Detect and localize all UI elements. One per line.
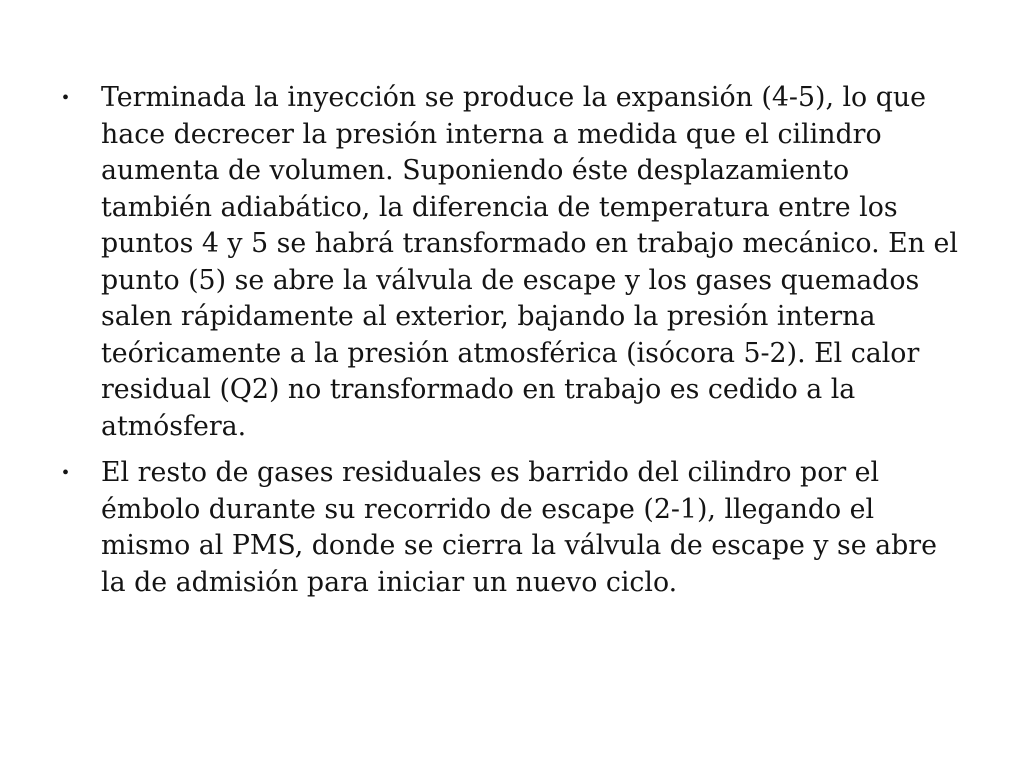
bullet-text-expansion: Terminada la inyección se produce la expansión (4-5), lo que hace decrecer la presión interna a medida que el cilindro aumenta de volumen. Suponiendo éste desplazamiento también adiabático, la diferencia de temperatura entre los puntos 4 y 5 se habrá transformado en trabajo mecánico. En el punto (5) se abre la válvula de escape y los gases quemados salen rápidamente al exterior, bajando la presión interna teóricamente a la presión atmosférica (isócora 5-2). El calor residual (Q2) no transformado en trabajo es cedido a la atmósfera. (101, 82, 958, 442)
bullet-dot-icon: • (62, 462, 70, 484)
bullet-item (62, 455, 967, 601)
bullet-dot-icon: • (62, 87, 70, 109)
bullet-list (62, 80, 967, 611)
bullet-item (62, 80, 967, 445)
bullet-text-exhaust: El resto de gases residuales es barrido del cilindro por el émbolo durante su recorrido de escape (2-1), llegando el mismo al PMS, donde se cierra la válvula de escape y se abre la de admisión para iniciar un nuevo ciclo. (101, 457, 937, 598)
